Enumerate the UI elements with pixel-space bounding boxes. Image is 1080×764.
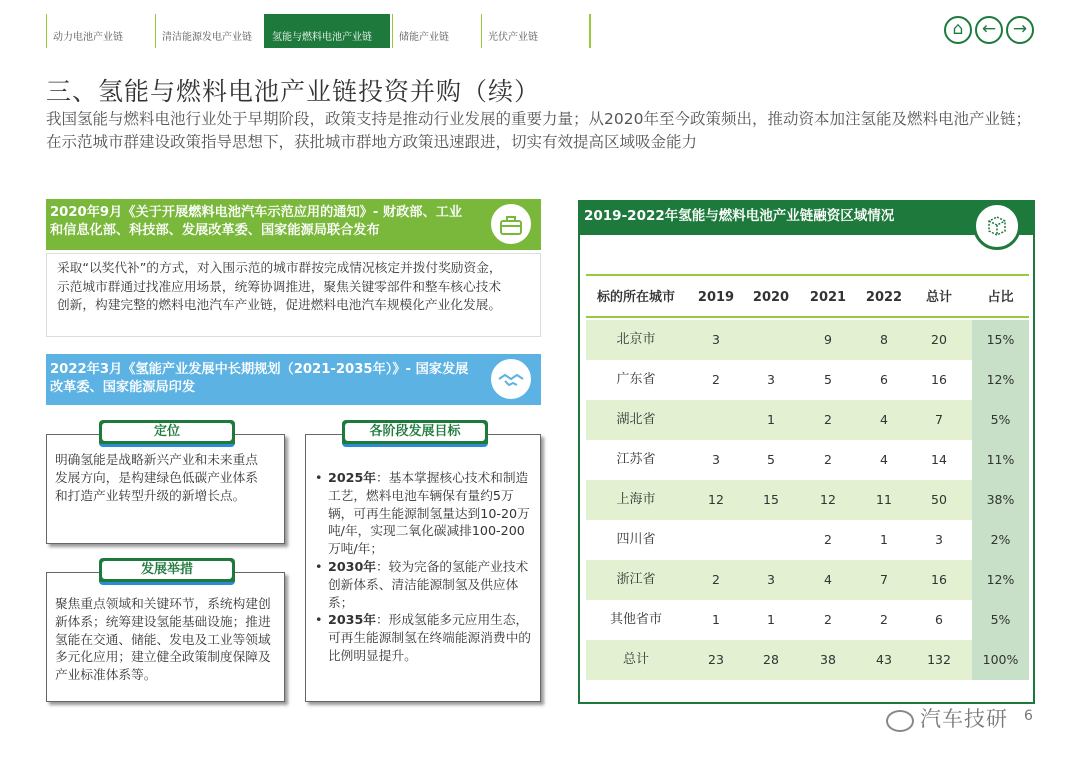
positioning-label: 定位 <box>102 423 232 441</box>
policy-heading: 2022年3月《氢能产业发展中长期规划（2021-2035年）》- 国家发展改革委、国家能源局印发 <box>50 362 469 395</box>
table-cell-y2022: 6 <box>880 372 888 387</box>
table-cell-y2020: 3 <box>767 372 775 387</box>
column-header: 占比 <box>987 290 1014 305</box>
table-title: 2019-2022年氢能与燃料电池产业链融资区域情况 <box>580 202 1033 235</box>
page-number: 6 <box>1024 708 1033 724</box>
table-cell-y2020 <box>751 520 791 560</box>
table-cell-y2019: 3 <box>712 332 720 347</box>
table-cell-y2020: 5 <box>767 452 775 467</box>
goal-item: • 2035年：形成氢能多元应用生态，可再生能源制氢在终端能源消费中的比例明显提升。 <box>314 611 532 664</box>
nav-tab-photovoltaic[interactable]: 光伏产业链 <box>481 14 588 48</box>
policy-banner-2022 <box>46 354 541 405</box>
positioning-box <box>46 434 285 544</box>
goal-item: • 2025年：基本掌握核心技术和制造工艺，燃料电池车辆保有量约5万辆，可再生能源制氢量达到10-20万吨/年，实现二氧化碳减排100-200万吨/年； <box>314 469 532 558</box>
handshake-icon <box>489 357 533 401</box>
table-cell-y2021: 2 <box>824 452 832 467</box>
column-header: 2020 <box>752 290 790 305</box>
table-cell-y2019: 1 <box>712 612 720 627</box>
table-cell-total: 16 <box>931 572 947 587</box>
table-cell-total: 20 <box>931 332 947 347</box>
goals-box <box>305 434 541 702</box>
table-cell-y2021: 4 <box>824 572 832 587</box>
table-cell-y2021: 2 <box>824 532 832 547</box>
table-header-row <box>586 278 1029 318</box>
goals-tag <box>342 420 488 447</box>
table-cell-y2020: 1 <box>767 412 775 427</box>
table-cell-y2020: 3 <box>767 572 775 587</box>
table-cell-y2021: 2 <box>824 412 832 427</box>
table-cell-y2022: 1 <box>880 532 888 547</box>
nav-divider <box>589 14 591 48</box>
briefcase-icon <box>489 202 533 246</box>
table-cell-y2020: 1 <box>767 612 775 627</box>
table-cell-total: 7 <box>935 412 943 427</box>
table-cell-pct: 100% <box>972 640 1029 680</box>
table-cell-city: 湖北省 <box>616 412 656 427</box>
table-row <box>586 600 1029 640</box>
table-cell-y2022: 7 <box>880 572 888 587</box>
arrow-left-icon[interactable]: ← <box>975 16 1003 44</box>
positioning-tag <box>99 420 235 447</box>
table-cell-city: 上海市 <box>616 492 656 507</box>
table-row <box>586 520 1029 560</box>
table-cell-y2021: 2 <box>824 612 832 627</box>
intro-paragraph: 我国氢能与燃料电池行业处于早期阶段，政策支持是推动行业发展的重要力量；从2020年至今政策频出，推动资本加注氢能及燃料电池产业链；在示范城市群建设政策指导思想下，获批城市群地方政策迅速跟进，切实有效提高区域吸金能力 <box>46 110 1031 151</box>
measures-box <box>46 572 285 702</box>
table-cell-pct: 11% <box>972 440 1029 480</box>
nav-tab-hydrogen[interactable]: 氢能与燃料电池产业链 <box>264 14 390 48</box>
table-top-rule <box>586 274 1029 276</box>
table-cell-y2019: 23 <box>708 652 724 667</box>
page-title: 三、氢能与燃料电池产业链投资并购（续） <box>46 77 541 106</box>
table-cell-city: 浙江省 <box>616 572 656 587</box>
table-cell-total: 14 <box>931 452 947 467</box>
table-row <box>586 480 1029 520</box>
table-cell-y2021: 38 <box>820 652 836 667</box>
table-cell-city: 四川省 <box>616 532 656 547</box>
table-row <box>586 440 1029 480</box>
table-cell-city: 江苏省 <box>616 452 656 467</box>
table-cell-y2022: 2 <box>880 612 888 627</box>
table-row <box>586 320 1029 360</box>
table-cell-y2019: 2 <box>712 572 720 587</box>
table-cell-y2022: 8 <box>880 332 888 347</box>
table-cell-pct: 15% <box>972 320 1029 360</box>
cube-icon <box>973 202 1021 250</box>
table-cell-y2022: 11 <box>876 492 892 507</box>
table-cell-total: 16 <box>931 372 947 387</box>
measures-text: 聚焦重点领域和关键环节，系统构建创新体系；统筹建设氢能基础设施；推进氢能在交通、储能、发电及工业等领域多元化应用；建立健全政策制度保障及产业标准体系等。 <box>55 596 271 683</box>
table-row <box>586 400 1029 440</box>
table-cell-y2019 <box>696 520 736 560</box>
measures-tag <box>99 558 235 585</box>
table-cell-pct: 12% <box>972 360 1029 400</box>
policy-description: 采取“以奖代补”的方式，对入围示范的城市群按完成情况核定并拨付奖励资金，示范城市群通过找准应用场景，统筹协调推进，聚焦关键零部件和整车核心技术创新，构建完整的燃料电池汽车产业链，促进燃料电池汽车规模化产业化发展。 <box>46 253 541 337</box>
home-icon[interactable]: ⌂ <box>944 16 972 44</box>
watermark: 汽车技研 <box>920 707 1008 731</box>
table-cell-pct: 5% <box>972 600 1029 640</box>
goal-item: • 2030年：较为完备的氢能产业技术创新体系、清洁能源制氢及供应体系； <box>314 558 532 611</box>
table-cell-y2021: 5 <box>824 372 832 387</box>
column-header: 2021 <box>809 290 847 305</box>
nav-tab-clean-energy[interactable]: 清洁能源发电产业链 <box>155 14 262 48</box>
table-cell-city: 总计 <box>622 652 649 667</box>
table-cell-y2019: 3 <box>712 452 720 467</box>
policy-heading: 2020年9月《关于开展燃料电池汽车示范应用的通知》- 财政部、工业和信息化部、科技部、发展改革委、国家能源局联合发布 <box>50 205 463 238</box>
table-cell-y2021: 9 <box>824 332 832 347</box>
nav-tab-power-battery[interactable]: 动力电池产业链 <box>46 14 153 48</box>
measures-label: 发展举措 <box>102 561 232 579</box>
table-cell-total: 50 <box>931 492 947 507</box>
table-row <box>586 560 1029 600</box>
table-row <box>586 360 1029 400</box>
table-cell-y2019: 2 <box>712 372 720 387</box>
nav-tab-energy-storage[interactable]: 储能产业链 <box>392 14 479 48</box>
table-cell-y2020: 28 <box>763 652 779 667</box>
arrow-right-icon[interactable]: → <box>1006 16 1034 44</box>
table-cell-city: 其他省市 <box>609 612 662 627</box>
table-cell-pct: 12% <box>972 560 1029 600</box>
table-cell-total: 6 <box>935 612 943 627</box>
column-header: 2022 <box>865 290 903 305</box>
table-cell-y2019 <box>696 400 736 440</box>
column-header: 2019 <box>697 290 735 305</box>
table-cell-city: 北京市 <box>616 332 656 347</box>
financing-table-panel <box>578 200 1035 704</box>
policy-banner-2020 <box>46 199 541 250</box>
goals-list <box>314 469 532 665</box>
table-cell-total: 3 <box>935 532 943 547</box>
table-cell-y2022: 4 <box>880 452 888 467</box>
table-cell-y2020 <box>751 320 791 360</box>
column-header: 标的所在城市 <box>596 290 675 305</box>
goals-label: 各阶段发展目标 <box>345 423 485 441</box>
table-cell-y2019: 12 <box>708 492 724 507</box>
table-cell-pct: 2% <box>972 520 1029 560</box>
table-row <box>586 640 1029 680</box>
table-cell-total: 132 <box>927 652 951 667</box>
table-cell-city: 广东省 <box>616 372 656 387</box>
table-cell-pct: 38% <box>972 480 1029 520</box>
positioning-text: 明确氢能是战略新兴产业和未来重点发展方向，是构建绿色低碳产业体系和打造产业转型升级的新增长点。 <box>55 452 258 503</box>
table-header-rule <box>586 316 1029 318</box>
table-cell-y2020: 15 <box>763 492 779 507</box>
table-cell-y2021: 12 <box>820 492 836 507</box>
table-cell-y2022: 4 <box>880 412 888 427</box>
column-header: 总计 <box>925 290 952 305</box>
table-cell-y2022: 43 <box>876 652 892 667</box>
table-cell-pct: 5% <box>972 400 1029 440</box>
